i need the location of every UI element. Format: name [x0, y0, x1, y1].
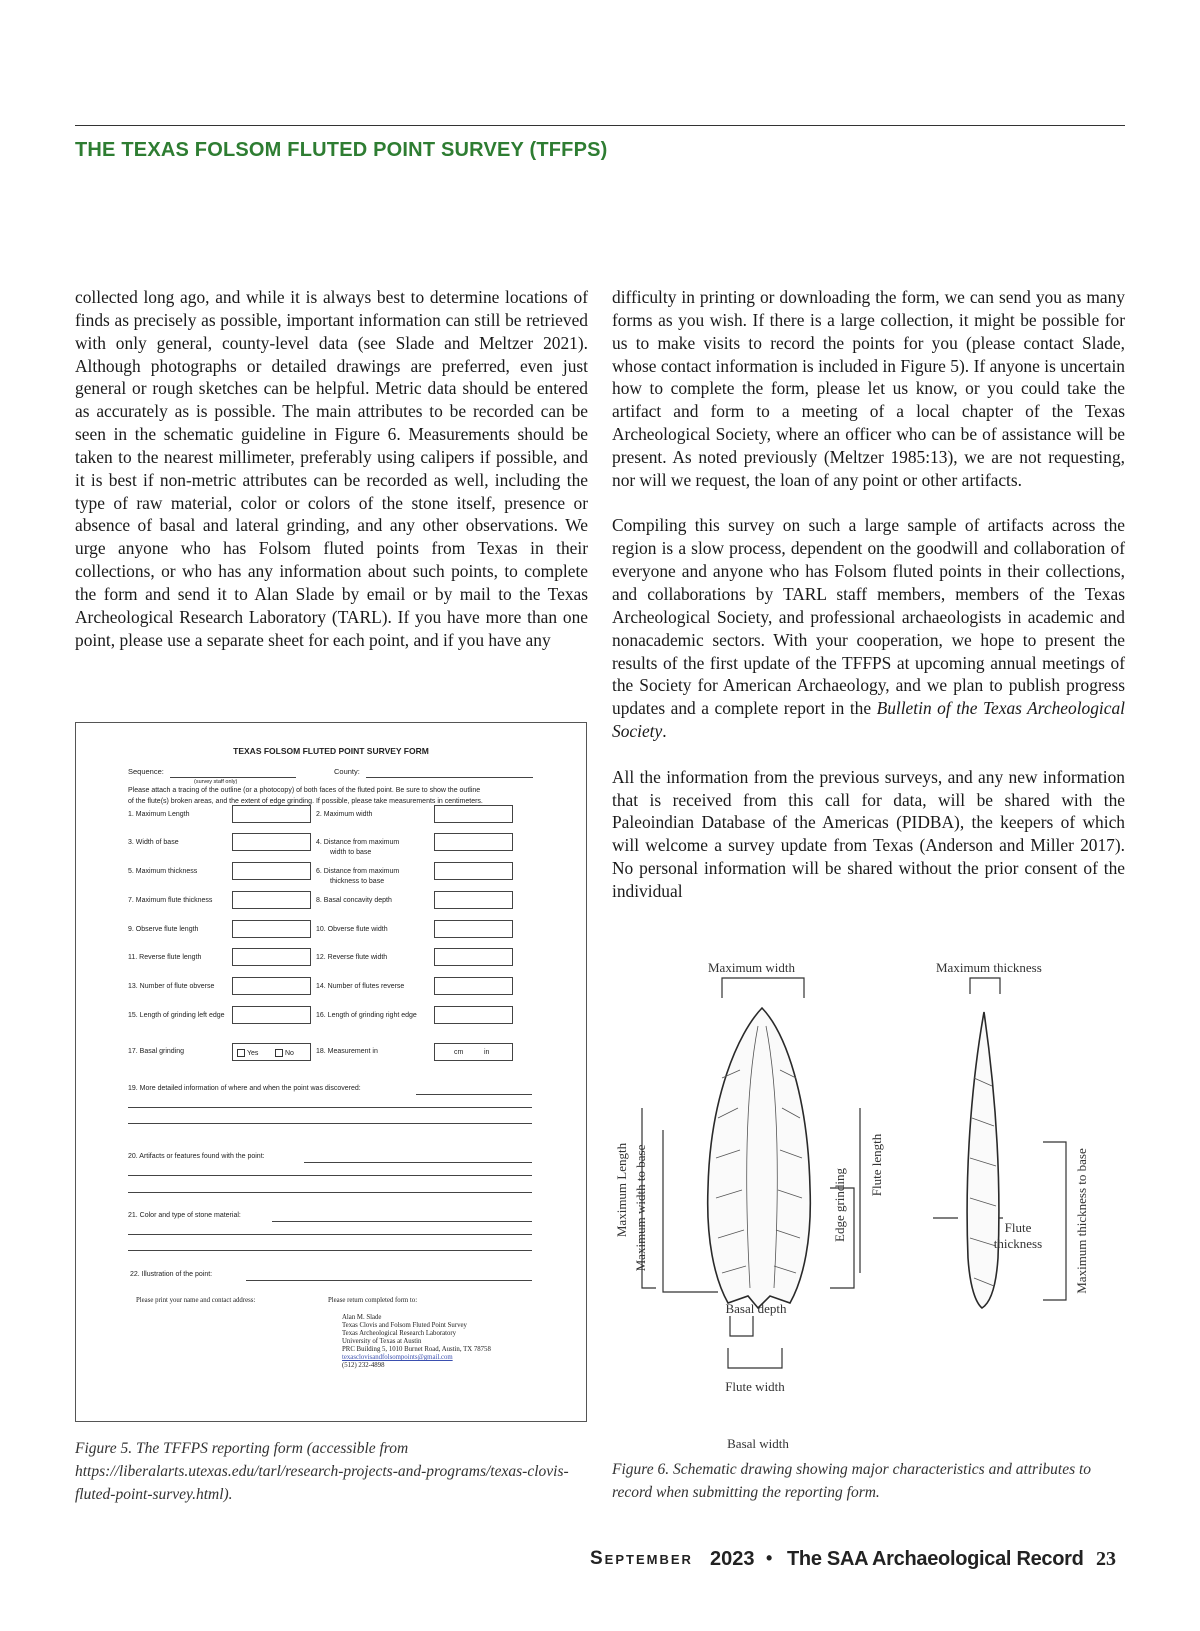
- measurement-input-box[interactable]: [434, 833, 513, 851]
- checkbox-icon: [237, 1049, 245, 1057]
- measurement-input-box[interactable]: [232, 833, 311, 851]
- form-instructions: of the flute(s) broken areas, and the extent of edge grinding. If possible, please take measurements in centimeters.: [128, 798, 483, 805]
- figure5-caption: Figure 5. The TFFPS reporting form (accessible from https://liberalarts.utexas.edu/tarl/research-projects-and-programs/texas-clovis-fluted-point-survey.html).: [75, 1440, 569, 1503]
- max-width-bracket: [722, 978, 804, 998]
- form-instructions: Please attach a tracing of the outline (or a photocopy) of both faces of the fluted point. Be sure to show the outline: [128, 787, 481, 794]
- measurement-input-box[interactable]: [232, 891, 311, 909]
- max-thickness-bracket: [970, 978, 1000, 994]
- label-max-width-to-base: Maximum width to base: [633, 1144, 648, 1272]
- form-title: TEXAS FOLSOM FLUTED POINT SURVEY FORM: [233, 746, 429, 756]
- unit-in: in: [484, 1049, 490, 1056]
- form-field-label: 4. Distance from maximum: [316, 839, 400, 846]
- measurement-input-box[interactable]: [232, 977, 311, 995]
- body-left-column: [75, 286, 588, 674]
- answer-line: [128, 1123, 532, 1124]
- measurement-input-box[interactable]: [232, 920, 311, 938]
- section-title: THE TEXAS FOLSOM FLUTED POINT SURVEY (TFFPS): [75, 139, 608, 161]
- folsom-point-edge-icon: [967, 1012, 999, 1308]
- label-maximum-width: Maximum width: [708, 960, 796, 975]
- form-field-label: 12. Reverse flute width: [316, 954, 388, 961]
- answer-line: [128, 1107, 532, 1108]
- label-flute-width: Flute width: [725, 1379, 785, 1394]
- address-line: Texas Archeological Research Laboratory: [342, 1330, 457, 1337]
- footer-bullet: •: [766, 1548, 773, 1568]
- figure6-caption: Figure 6. Schematic drawing showing major characteristics and attributes to record when submitting the reporting form.: [612, 1461, 1092, 1501]
- form-field-label: 2. Maximum width: [316, 811, 373, 818]
- body-right-column: [612, 286, 1125, 926]
- form-field-label: 11. Reverse flute length: [128, 954, 202, 961]
- label-maximum-thickness: Maximum thickness: [936, 960, 1042, 975]
- address-line: Alan M. Slade: [342, 1314, 382, 1321]
- form-field-label: 9. Observe flute length: [128, 926, 199, 933]
- footer-year: 2023: [710, 1548, 755, 1570]
- measurement-input-box[interactable]: [434, 977, 513, 995]
- answer-line: [246, 1280, 532, 1281]
- answer-line: [128, 1250, 532, 1251]
- answer-line: [128, 1175, 532, 1176]
- form-question: 19. More detailed information of where and when the point was discovered:: [128, 1085, 361, 1092]
- measurement-input-box[interactable]: [434, 948, 513, 966]
- folsom-point-face-icon: [708, 1008, 811, 1308]
- return-address: [342, 1314, 491, 1370]
- label-basal-width: Basal width: [727, 1436, 789, 1451]
- print-name-label: Please print your name and contact address:: [136, 1297, 256, 1304]
- email-link[interactable]: texasclovisandfolsompoints@gmail.com: [342, 1354, 453, 1361]
- unit-cm: cm: [454, 1049, 464, 1056]
- label-flute-thickness: thickness: [993, 1236, 1043, 1251]
- body-paragraph: All the information from the previous surveys, and any new information that is received from this call for data, will be shared with the Paleoindian Database of the Americas (PIDBA), the keepers of which will welcome a survey update from Texas (Anderson and Miller 2017). No personal information will be shared without the prior consent of the individual: [612, 766, 1125, 901]
- form-question: 20. Artifacts or features found with the point:: [128, 1153, 265, 1160]
- measurement-input-box[interactable]: [434, 805, 513, 823]
- figure6-schematic: [598, 958, 1133, 1453]
- body-text: .: [662, 721, 667, 742]
- measurement-input-box[interactable]: [434, 891, 513, 909]
- body-paragraph: collected long ago, and while it is always best to determine locations of finds as precisely as possible, important information can still be retrieved with only general, county-level data (see Slade and Meltzer 2021). Although photographs or detailed drawings are preferred, even just general or rough sketches can be helpful. Metric data should be entered as accurately as is possible. The main attributes to be recorded can be seen in the schematic guideline in Figure 6. Measurements should be taken to the nearest millimeter, preferably using calipers if possible, and it is best if non-metric attributes can be recorded as well, including the type of raw material, color or colors of the stone itself, presence or absence of basal and lateral grinding, and any other observations. We urge anyone who has Folsom fluted points from Texas in their collections, or who has any information about such points, to complete the form and send it to Alan Slade by email or by mail to the Texas Archeological Research Laboratory (TARL). If you have more than one point, please use a separate sheet for each point, and if you have any: [75, 287, 588, 650]
- checkbox-icon: [275, 1049, 283, 1057]
- no-option[interactable]: [275, 1049, 294, 1057]
- form-field-label: 14. Number of flutes reverse: [316, 983, 405, 990]
- form-field-label: thickness to base: [330, 878, 385, 885]
- max-thickness-to-base-bracket: [1043, 1142, 1066, 1300]
- form-field-label: 1. Maximum Length: [128, 811, 190, 818]
- return-to-label: Please return completed form to:: [328, 1297, 418, 1304]
- form-field-label: 3. Width of base: [128, 839, 179, 846]
- form-field-label: 13. Number of flute obverse: [128, 983, 215, 990]
- body-paragraph: [612, 514, 1125, 742]
- footer-journal: The SAA Archaeological Record: [787, 1548, 1084, 1570]
- form-field-label: 15. Length of grinding left edge: [128, 1012, 225, 1019]
- county-label: County:: [334, 767, 360, 776]
- measurement-input-box[interactable]: [232, 862, 311, 880]
- answer-line: [272, 1221, 532, 1222]
- no-label: No: [285, 1049, 294, 1057]
- form-field-label: 6. Distance from maximum: [316, 868, 400, 875]
- label-flute-length: Flute length: [869, 1133, 884, 1197]
- journal-title-italic: Bulletin of the Texas Archeological Society: [612, 698, 1125, 742]
- label-basal-depth: Basal depth: [725, 1301, 787, 1316]
- address-line: PRC Building 5, 1010 Burnet Road, Austin, TX 78758: [342, 1346, 491, 1353]
- sequence-label: Sequence:: [128, 767, 164, 776]
- measurement-input-box[interactable]: [232, 805, 311, 823]
- label-edge-grinding: Edge grinding: [832, 1167, 847, 1243]
- answer-line: [416, 1094, 532, 1095]
- measurement-input-box[interactable]: [434, 920, 513, 938]
- label-maximum-length: Maximum Length: [614, 1142, 629, 1238]
- sequence-note: (survey staff only): [194, 779, 238, 785]
- answer-line: [128, 1234, 532, 1235]
- sequence-line: [170, 777, 296, 778]
- flute-width-bracket: [728, 1348, 782, 1368]
- form-field-label: 17. Basal grinding: [128, 1048, 185, 1055]
- page-footer: [0, 1548, 1200, 1578]
- form-field-label: 8. Basal concavity depth: [316, 897, 392, 904]
- header-rule: [75, 125, 1125, 126]
- measurement-unit-box: [434, 1043, 513, 1061]
- county-line: [366, 777, 533, 778]
- address-line: University of Texas at Austin: [342, 1338, 422, 1345]
- measurement-input-box[interactable]: [434, 862, 513, 880]
- body-text: Compiling this survey on such a large sample of artifacts across the region is a slow process, dependent on the goodwill and collaboration of everyone and anyone who has Folsom fluted points in their collections, and collaborations by TARL staff members, members of the Texas Archeological Society, and professional archaeologists in academic and nonacademic sectors. With your cooperation, we hope to present the results of the first update of the TFFPS at upcoming annual meetings of the Society for American Archaeology, and we plan to publish progress updates and a complete report in the: [612, 515, 1125, 719]
- address-line: (512) 232-4898: [342, 1362, 385, 1369]
- basal-depth-bracket: [730, 1316, 753, 1336]
- form-field-label: 10. Obverse flute width: [316, 926, 388, 933]
- yes-option[interactable]: [237, 1049, 258, 1057]
- label-flute-thickness: Flute: [1004, 1220, 1032, 1235]
- form-question: 22. Illustration of the point:: [130, 1271, 213, 1278]
- figure5-survey-form: [75, 722, 587, 1422]
- footer-month: September: [590, 1548, 693, 1569]
- form-field-label: 7. Maximum flute thickness: [128, 897, 213, 904]
- form-field-label: 16. Length of grinding right edge: [316, 1012, 417, 1019]
- form-question: 21. Color and type of stone material:: [128, 1212, 241, 1219]
- page-number: 23: [1096, 1548, 1116, 1570]
- measurement-input-box[interactable]: [232, 1006, 311, 1024]
- yes-label: Yes: [247, 1049, 259, 1057]
- measurement-input-box[interactable]: [232, 948, 311, 966]
- form-field-label: width to base: [330, 849, 372, 856]
- address-line: Texas Clovis and Folsom Fluted Point Survey: [342, 1322, 467, 1329]
- answer-line: [304, 1162, 532, 1163]
- answer-line: [128, 1192, 532, 1193]
- form-field-label: 18. Measurement in: [316, 1048, 378, 1055]
- body-paragraph: difficulty in printing or downloading the form, we can send you as many forms as you wish. If there is a large collection, it might be possible for us to make visits to record the points for you (please contact Slade, whose contact information is included in Figure 5). If anyone is uncertain how to complete the form, please let us know, or you could take the artifact and form to a meeting of a local chapter of the Texas Archeological Society, where an officer who can be of assistance will be present. As noted previously (Meltzer 1985:13), we are not requesting, nor will we request, the loan of any point or other artifacts.: [612, 287, 1125, 490]
- label-max-thickness-to-base: Maximum thickness to base: [1074, 1148, 1089, 1294]
- measurement-input-box[interactable]: [434, 1006, 513, 1024]
- form-field-label: 5. Maximum thickness: [128, 868, 198, 875]
